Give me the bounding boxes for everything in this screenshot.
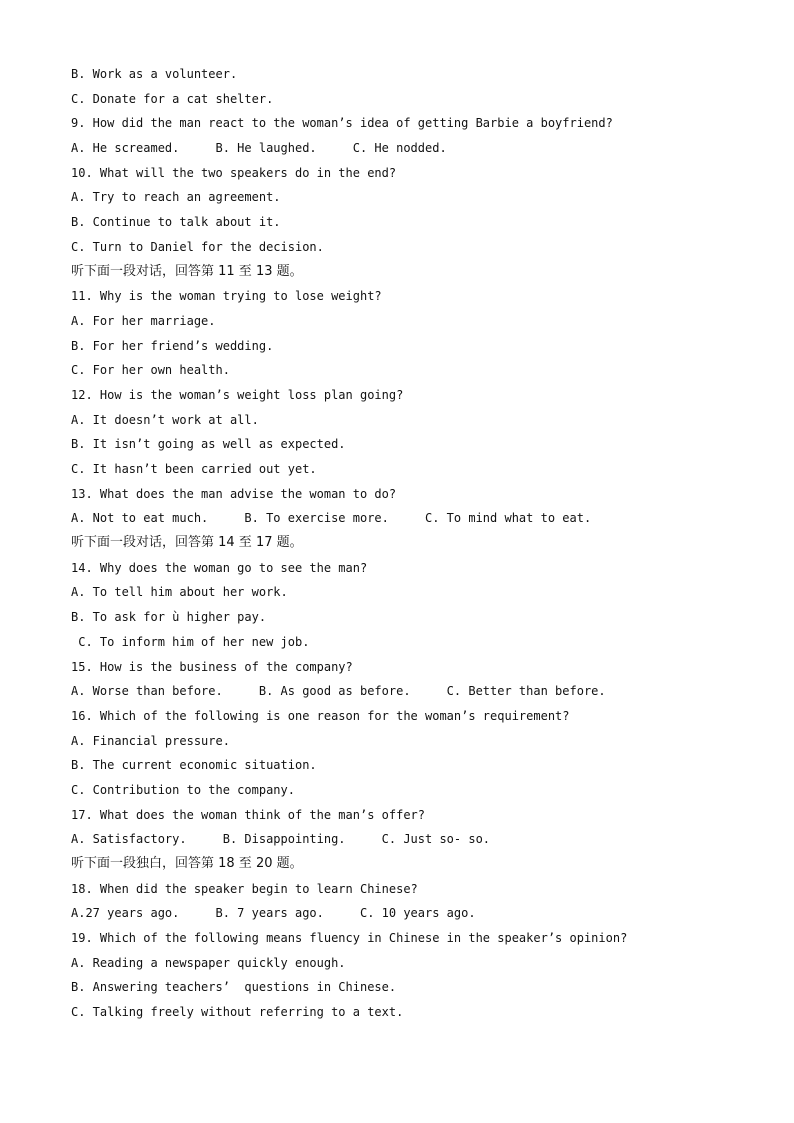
answer-option-line: A. Worse than before. B. As good as before. C. Better than before. xyxy=(71,684,606,699)
answer-option-line: A. For her marriage. xyxy=(71,313,216,328)
question-line: 9. How did the man react to the woman’s idea of getting Barbie a boyfriend? xyxy=(71,116,613,131)
question-line: 18. When did the speaker begin to learn Chinese? xyxy=(71,881,418,896)
answer-option-line: A. He screamed. B. He laughed. C. He nodded. xyxy=(71,141,447,156)
answer-option-line: B. The current economic situation. xyxy=(71,758,317,773)
section-instruction: 听下面一段独白，回答第 18 至 20 题。 xyxy=(71,856,303,871)
question-line: 15. How is the business of the company? xyxy=(71,659,353,674)
answer-option-line: A. Not to eat much. B. To exercise more. C. To mind what to eat. xyxy=(71,511,592,526)
answer-option-line: B. It isn’t going as well as expected. xyxy=(71,437,346,452)
question-line: 19. Which of the following means fluency in Chinese in the speaker’s opinion? xyxy=(71,931,628,946)
answer-option-line: A. Satisfactory. B. Disappointing. C. Just so- so. xyxy=(71,832,491,847)
answer-option-line: B. Continue to talk about it. xyxy=(71,215,281,230)
answer-option-line: C. For her own health. xyxy=(71,363,230,378)
question-line: 11. Why is the woman trying to lose weight? xyxy=(71,289,382,304)
answer-option-line: B. To ask for ù higher pay. xyxy=(71,610,267,625)
answer-option-line: C. Talking freely without referring to a text. xyxy=(71,1005,404,1020)
answer-option-line: A. It doesn’t work at all. xyxy=(71,412,259,427)
answer-option-line: C. To inform him of her new job. xyxy=(71,634,310,649)
answer-option-line: A. Reading a newspaper quickly enough. xyxy=(71,955,346,970)
question-line: 14. Why does the woman go to see the man? xyxy=(71,560,368,575)
answer-option-line: B. Work as a volunteer. xyxy=(71,67,238,81)
question-line: 16. Which of the following is one reason for the woman’s requirement? xyxy=(71,708,570,723)
answer-option-line: A. To tell him about her work. xyxy=(71,585,288,600)
answer-option-line: C. Contribution to the company. xyxy=(71,782,295,797)
answer-option-line: C. Donate for a cat shelter. xyxy=(71,91,274,106)
answer-option-line: A.27 years ago. B. 7 years ago. C. 10 years ago. xyxy=(71,906,476,921)
question-line: 10. What will the two speakers do in the end? xyxy=(71,165,397,180)
question-line: 17. What does the woman think of the man’s offer? xyxy=(71,807,426,822)
section-instruction: 听下面一段对话，回答第 11 至 13 题。 xyxy=(71,263,303,279)
answer-option-line: A. Try to reach an agreement. xyxy=(71,190,281,205)
question-line: 13. What does the man advise the woman to do? xyxy=(71,486,397,501)
answer-option-line: B. For her friend’s wedding. xyxy=(71,338,274,353)
answer-option-line: C. It hasn’t been carried out yet. xyxy=(71,462,317,476)
question-line: 12. How is the woman’s weight loss plan going? xyxy=(71,387,404,402)
answer-option-line: C. Turn to Daniel for the decision. xyxy=(71,239,324,254)
answer-option-line: B. Answering teachers’ questions in Chinese. xyxy=(71,980,397,995)
exam-page-content xyxy=(71,64,771,1027)
section-instruction: 听下面一段对话，回答第 14 至 17 题。 xyxy=(71,535,303,551)
answer-option-line: A. Financial pressure. xyxy=(71,733,230,748)
